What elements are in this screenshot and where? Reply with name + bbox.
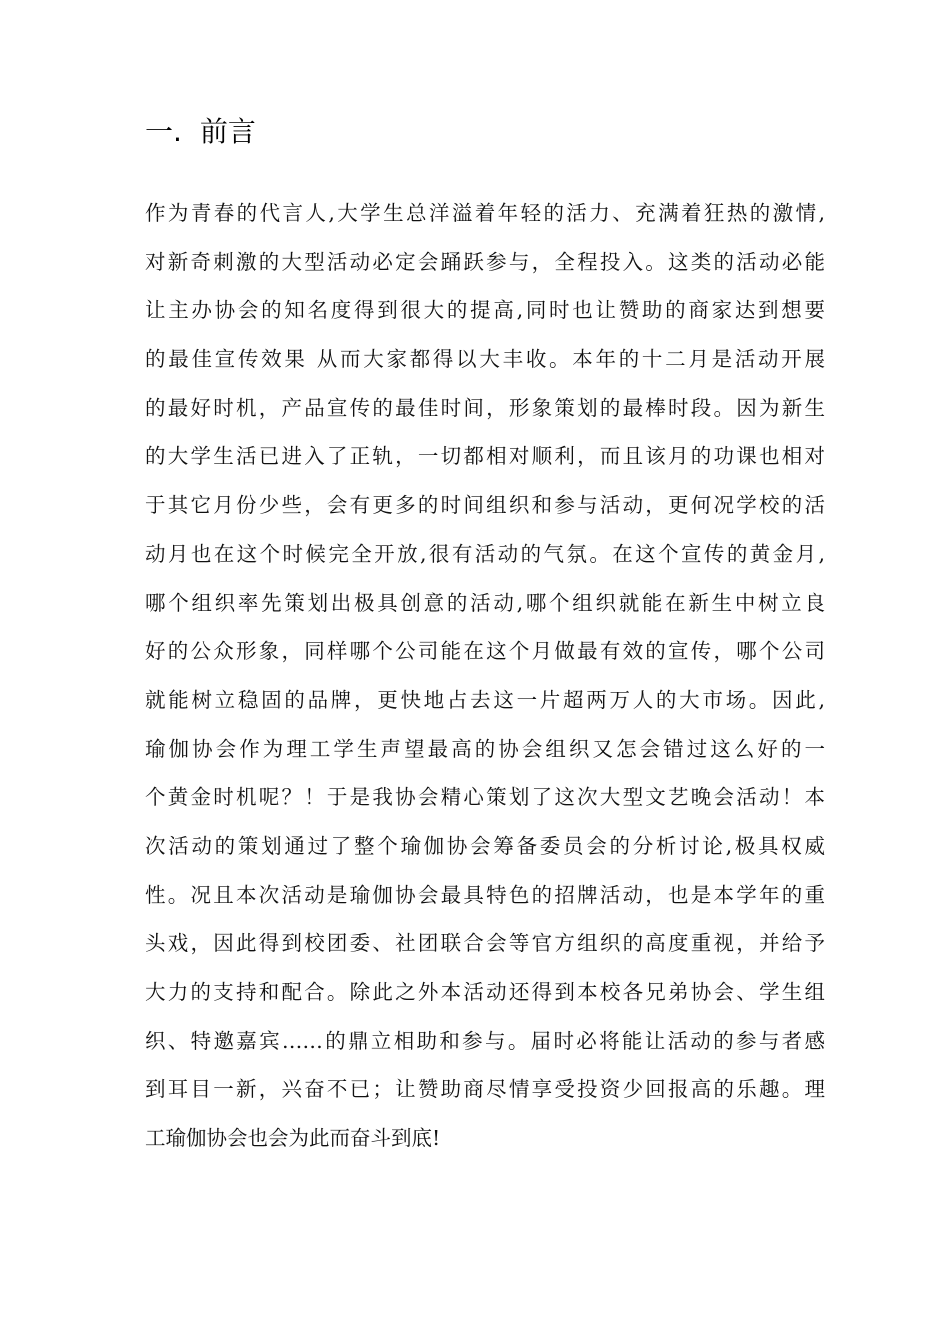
paragraph-line: 动月也在这个时候完全开放,很有活动的气氛。在这个宣传的黄金月,: [145, 541, 825, 566]
section-heading: [145, 112, 256, 152]
preface-paragraph: [145, 189, 825, 1163]
paragraph-line: 的最好时机，产品宣传的最佳时间，形象策划的最棒时段。因为新生: [145, 395, 825, 420]
paragraph-line: 就能树立稳固的品牌，更快地占去这一片超两万人的大市场。因此,: [145, 687, 825, 712]
paragraph-line: 让主办协会的知名度得到很大的提高,同时也让赞助的商家达到想要: [145, 298, 825, 323]
paragraph-line: 好的公众形象，同样哪个公司能在这个月做最有效的宣传，哪个公司: [145, 639, 825, 664]
paragraph-line: 瑜伽协会作为理工学生声望最高的协会组织又怎会错过这么好的一: [145, 736, 825, 761]
paragraph-line: 性。况且本次活动是瑜伽协会最具特色的招牌活动，也是本学年的重: [145, 882, 825, 907]
paragraph-line: 大力的支持和配合。除此之外本活动还得到本校各兄弟协会、学生组: [145, 980, 825, 1004]
section-title: 前言: [199, 115, 256, 148]
paragraph-line: 个黄金时机呢？！于是我协会精心策划了这次大型文艺晚会活动！本: [145, 785, 825, 810]
paragraph-line: 哪个组织率先策划出极具创意的活动,哪个组织就能在新生中树立良: [145, 590, 825, 615]
paragraph-line: 头戏，因此得到校团委、社团联合会等官方组织的高度重视，并给予: [145, 931, 825, 956]
section-number: 一.: [145, 115, 182, 148]
paragraph-line: 对新奇刺激的大型活动必定会踊跃参与，全程投入。这类的活动必能: [145, 249, 825, 274]
paragraph-line: 于其它月份少些，会有更多的时间组织和参与活动，更何况学校的活: [145, 493, 825, 518]
paragraph-line: 到耳目一新，兴奋不已；让赞助商尽情享受投资少回报高的乐趣。理: [145, 1077, 825, 1102]
paragraph-line: 的大学生活已进入了正轨，一切都相对顺利，而且该月的功课也相对: [145, 444, 825, 469]
paragraph-line: 织、特邀嘉宾……的鼎立相助和参与。届时必将能让活动的参与者感: [145, 1028, 825, 1053]
paragraph-line: 的最佳宣传效果 从而大家都得以大丰收。本年的十二月是活动开展: [145, 347, 825, 372]
paragraph-line: 工瑜伽协会也会为此而奋斗到底!: [145, 1126, 441, 1151]
paragraph-line: 作为青春的代言人,大学生总洋溢着年轻的活力、充满着狂热的激情,: [145, 201, 825, 225]
paragraph-line: 次活动的策划通过了整个瑜伽协会筹备委员会的分析讨论,极具权威: [145, 833, 825, 858]
